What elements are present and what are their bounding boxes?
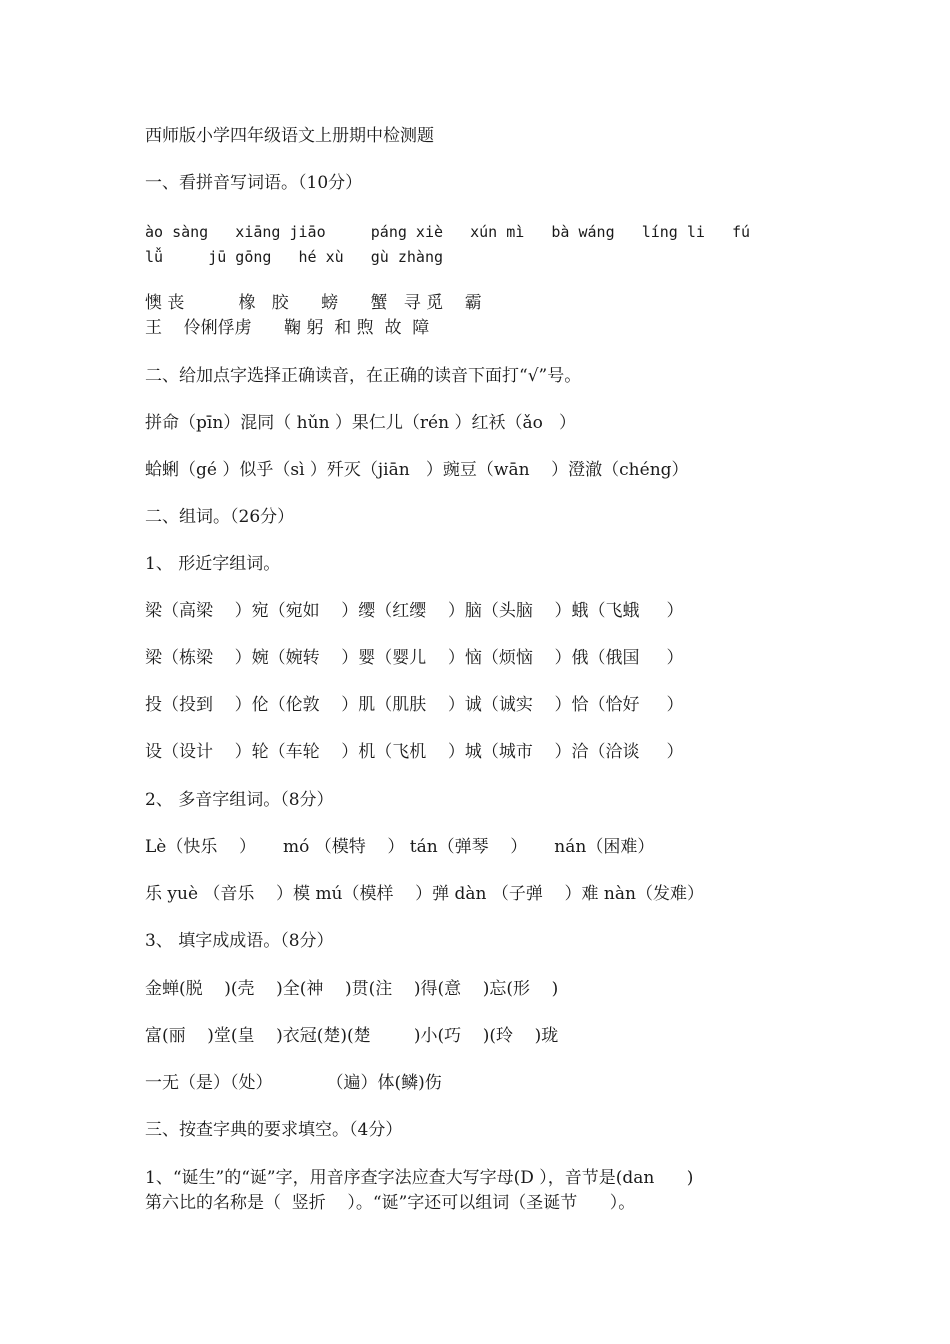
section-1-pinyin-line-1: ào sàng xiāng jiāo páng xiè xún mì bà wáng líng li fú <box>145 223 751 241</box>
section-3-heading: 二、组词。（26分） <box>145 507 295 527</box>
section-3-sub-2: 2、 多音字组词。（8分） <box>145 790 334 810</box>
section-1-words-line-2: 王 伶俐俘虏 鞠 躬 和 煦 故 障 <box>145 318 430 338</box>
section-3-poly-1: Lè（快乐 ） mó （模特 ） tán（弹琴 ） nán（困难） <box>145 837 655 857</box>
section-3-poly-2: 乐 yuè （音乐 ）模 mú（模样 ）弹 dàn （子弹 ）难 nàn（发难） <box>145 884 704 904</box>
section-3-sub-3: 3、 填字成成语。（8分） <box>145 931 334 951</box>
section-3-row-2: 梁（栋梁 ）婉（婉转 ）婴（婴儿 ）恼（烦恼 ）俄（俄国 ） <box>145 648 684 668</box>
doc-title: 西师版小学四年级语文上册期中检测题 <box>145 126 434 146</box>
section-2-line-2: 蛤蜊（gé ）似乎（sì ）歼灭（jiān ）豌豆（wān ）澄澈（chéng） <box>145 460 689 480</box>
section-4-line-2: 第六比的名称是（ 竖折 ）。“诞”字还可以组词（圣诞节 ）。 <box>145 1193 636 1213</box>
section-1-pinyin-line-2: lǚ jū gōng hé xù gù zhàng <box>145 248 444 266</box>
section-1-words-line-1: 懊 丧 橡 胶 螃 蟹 寻 觅 霸 <box>145 293 482 313</box>
section-3-idiom-2: 富(丽 )堂(皇 )衣冠(楚)(楚 )小(巧 )(玲 )珑 <box>145 1026 559 1046</box>
section-3-row-3: 投（投到 ）伦（伦敦 ）肌（肌肤 ）诚（诚实 ）恰（恰好 ） <box>145 695 684 715</box>
section-3-sub-1: 1、 形近字组词。 <box>145 554 281 574</box>
section-2-line-1: 拼命（pīn）混同（ hǔn ）果仁儿（rén ）红袄（ǎo ） <box>145 413 577 433</box>
section-2-heading: 二、给加点字选择正确读音，在正确的读音下面打“√”号。 <box>145 366 582 386</box>
section-3-row-4: 设（设计 ）轮（车轮 ）机（飞机 ）城（城市 ）洽（洽谈 ） <box>145 742 684 762</box>
section-3-row-1: 梁（高梁 ）宛（宛如 ）缨（红缨 ）脑（头脑 ）蛾（飞蛾 ） <box>145 601 684 621</box>
section-3-idiom-1: 金蝉(脱 )(壳 )全(神 )贯(注 )得(意 )忘(形 ) <box>145 979 559 999</box>
section-4-line-1: 1、“诞生”的“诞”字，用音序查字法应查大写字母(D ），音节是(dan ) <box>145 1168 694 1188</box>
section-3-idiom-3: 一无（是）（处） （遍）体(鳞)伤 <box>145 1073 442 1093</box>
section-1-heading: 一、看拼音写词语。（10分） <box>145 173 363 193</box>
section-4-heading: 三、按查字典的要求填空。（4分） <box>145 1120 403 1140</box>
